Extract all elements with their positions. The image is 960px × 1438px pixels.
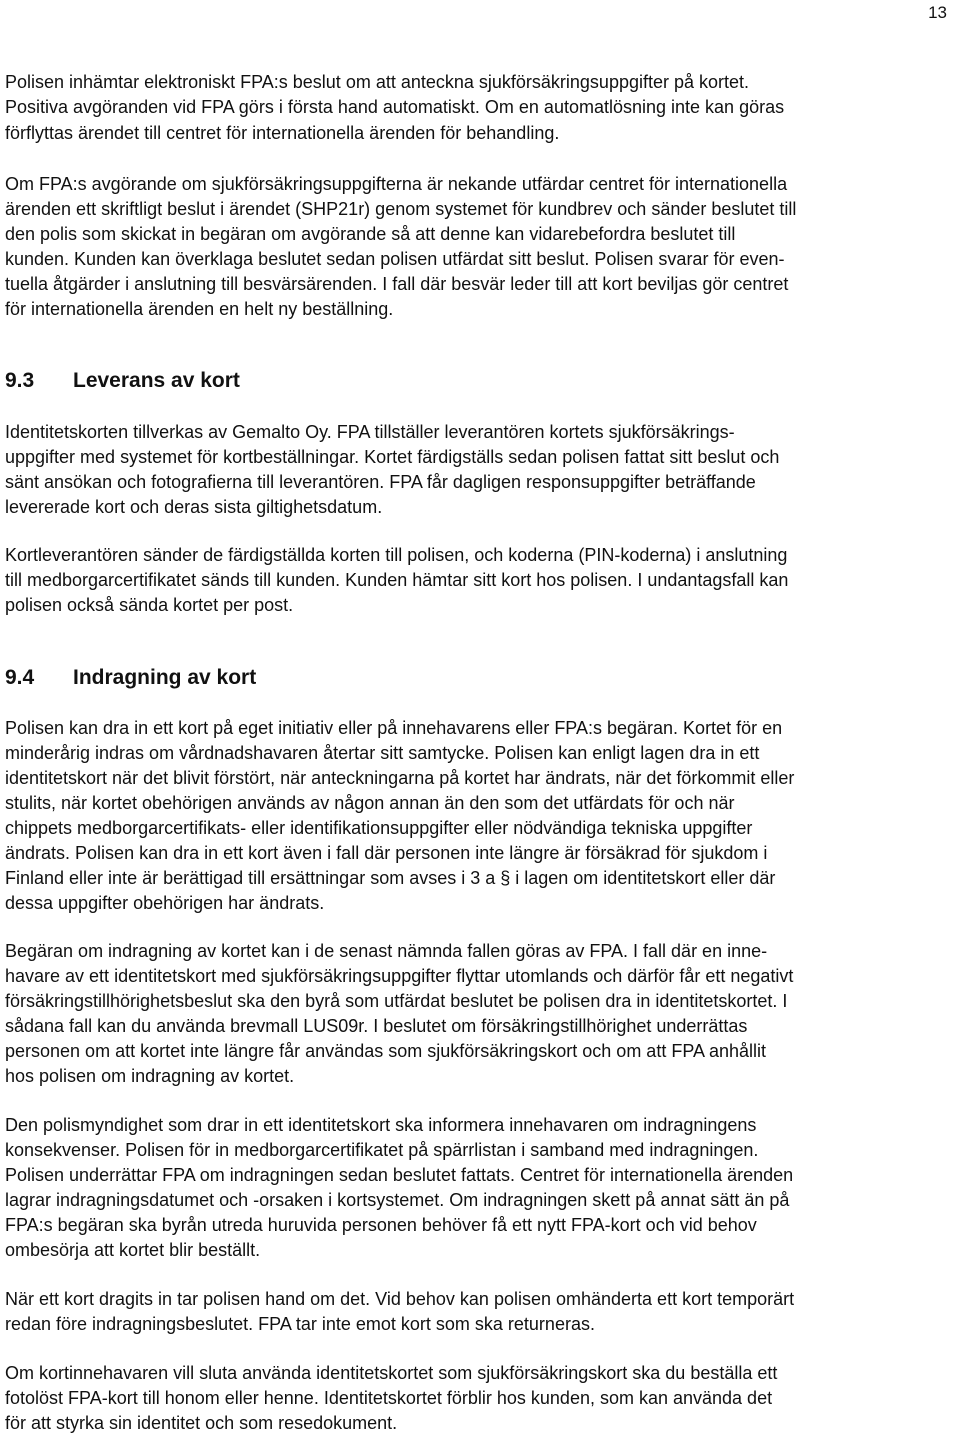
paragraph-line: identitetskort när det blivit förstört, när anteckningarna på kortet har ändrats, när det förkommit eller: [5, 768, 795, 788]
section-heading-9-3: [5, 369, 240, 393]
negative-decision-line: ärenden ett skriftligt beslut i ärendet (SHP21r) genom systemet för kundbrev och sänder beslutet till: [5, 199, 797, 219]
paragraph-line: chippets medborgarcertifikats- eller identifikationsuppgifter eller nödvändiga tekniska uppgifter: [5, 818, 753, 838]
section-heading-9-4: [5, 666, 256, 690]
paragraph-line: försäkringstillhörighetsbeslut ska den byrå som utfärdat beslutet be polisen dra in identitetskortet. I: [5, 991, 788, 1011]
paragraph-line: Finland eller inte är berättigad till ersättningar som avses i 3 a § i lagen om identitetskort eller där: [5, 868, 776, 888]
negative-decision-line: den polis som skickat in begäran om avgörande så att denne kan vidarebefordra beslutet till: [5, 224, 736, 244]
paragraph-line: Den polismyndighet som drar in ett identitetskort ska informera innehavaren om indragningens: [5, 1115, 757, 1135]
paragraph-line: FPA:s begäran ska byrån utreda huruvida personen behöver få ett nytt FPA-kort och vid behov: [5, 1215, 757, 1235]
negative-decision-line: kunden. Kunden kan överklaga beslutet sedan polisen utfärdat sitt beslut. Polisen svarar för even-: [5, 249, 785, 269]
paragraph-line: Identitetskorten tillverkas av Gemalto Oy. FPA tillställer leverantören kortets sjukförsäkrings-: [5, 422, 735, 442]
intro-line: Polisen inhämtar elektroniskt FPA:s beslut om att anteckna sjukförsäkringsuppgifter på kortet.: [5, 72, 750, 92]
paragraph-line: sådana fall kan du använda brevmall LUS09r. I beslutet om försäkringstillhörighet underrättas: [5, 1016, 748, 1036]
section-number: 9.3: [5, 369, 35, 392]
paragraph-line: för att styrka sin identitet och som resedokument.: [5, 1413, 398, 1433]
paragraph-line: ändrats. Polisen kan dra in ett kort även i fall där personen inte längre är försäkrad för sjukdom i: [5, 843, 768, 863]
paragraph-line: fotolöst FPA-kort till honom eller henne. Identitetskortet förblir hos kunden, som kan använda det: [5, 1388, 773, 1408]
paragraph-line: havare av ett identitetskort med sjukförsäkringsuppgifter flyttar utomlands och därför får ett negativt: [5, 966, 794, 986]
paragraph-line: sänt ansökan och fotografierna till leverantören. FPA får dagligen responsuppgifter beträffande: [5, 472, 756, 492]
negative-decision-line: Om FPA:s avgörande om sjukförsäkringsuppgifterna är nekande utfärdar centret för internationella: [5, 174, 788, 194]
paragraph-line: dessa uppgifter obehörigen har ändrats.: [5, 893, 325, 913]
page-number: 13: [928, 3, 947, 22]
paragraph-line: Begäran om indragning av kortet kan i de senast nämnda fallen göras av FPA. I fall där en inne-: [5, 941, 768, 961]
section-title: Indragning av kort: [73, 666, 257, 689]
paragraph-line: minderårig indras om vårdnadshavaren återtar sitt samtycke. Polisen kan enligt lagen dra in ett: [5, 743, 760, 763]
paragraph-line: lagrar indragningsdatumet och -orsaken i kortsystemet. Om indragningen skett på annat sätt än på: [5, 1190, 790, 1210]
paragraph-line: hos polisen om indragning av kortet.: [5, 1066, 295, 1086]
intro-line: Positiva avgöranden vid FPA görs i första hand automatiskt. Om en automatlösning inte kan göras: [5, 97, 785, 117]
paragraph-line: redan före indragningsbeslutet. FPA tar inte emot kort som ska returneras.: [5, 1314, 595, 1334]
paragraph-line: personen om att kortet inte längre får användas som sjukförsäkringskort och om att FPA anhållit: [5, 1041, 767, 1061]
paragraph-line: konsekvenser. Polisen för in medborgarcertifikatet på spärrlistan i samband med indragningen.: [5, 1140, 759, 1160]
paragraph-line: uppgifter med systemet för kortbeställningar. Kortet färdigställs sedan polisen fattat sitt beslut och: [5, 447, 780, 467]
section-number: 9.4: [5, 666, 35, 689]
paragraph-line: ombesörja att kortet blir beställt.: [5, 1240, 261, 1260]
section-title: Leverans av kort: [73, 369, 240, 392]
paragraph-line: Kortleverantören sänder de färdigställda korten till polisen, och koderna (PIN-koderna) i anslutning: [5, 545, 788, 565]
intro-line: förflyttas ärendet till centret för internationella ärenden för behandling.: [5, 123, 560, 143]
paragraph-line: När ett kort dragits in tar polisen hand om det. Vid behov kan polisen omhänderta ett kort temporärt: [5, 1289, 795, 1309]
negative-decision-line: tuella åtgärder i anslutning till besvärsärenden. I fall där besvär leder till att kort beviljas gör centret: [5, 274, 789, 294]
paragraph-line: Polisen kan dra in ett kort på eget initiativ eller på innehavarens eller FPA:s begäran. Kortet för en: [5, 718, 783, 738]
paragraph-line: stulits, när kortet obehörigen används av någon annan än den som det utfärdats för och när: [5, 793, 735, 813]
paragraph-line: Om kortinnehavaren vill sluta använda identitetskortet som sjukförsäkringskort ska du beställa ett: [5, 1363, 778, 1383]
paragraph-line: Polisen underrättar FPA om indragningen sedan beslutet fattats. Centret för internationella ärenden: [5, 1165, 794, 1185]
paragraph-line: levererade kort och deras sista giltighetsdatum.: [5, 497, 383, 517]
negative-decision-line: för internationella ärenden en helt ny beställning.: [5, 299, 394, 319]
paragraph-line: till medborgarcertifikatet sänds till kunden. Kunden hämtar sitt kort hos polisen. I undantagsfall kan: [5, 570, 789, 590]
paragraph-line: polisen också sända kortet per post.: [5, 595, 294, 615]
